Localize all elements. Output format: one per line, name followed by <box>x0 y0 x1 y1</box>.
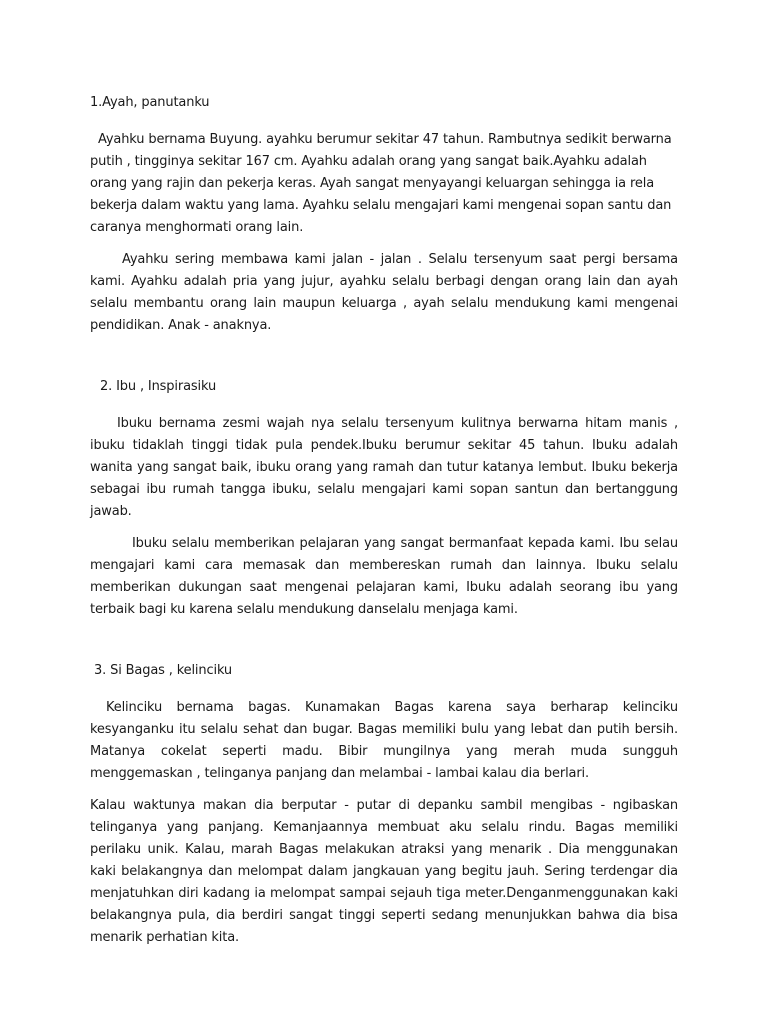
paragraph-ibu-2: Ibuku selalu memberikan pelajaran yang sangat bermanfaat kepada kami. Ibu selau mengajari kami cara memasak dan membereskan rumah dan lainnya. Ibuku selalu memberikan dukungan saat mengenai pelajaran kami, Ibuku adalah seorang ibu yang terbaik bagi ku karena selalu mendukung danselalu menjaga kami. <box>90 536 678 617</box>
paragraph-bagas-1: Kelinciku bernama bagas. Kunamakan Bagas karena saya berharap kelinciku kesyanganku itu selalu sehat dan bugar. Bagas memiliki bulu yang lebat dan putih bersih. Matanya cokelat seperti madu. Bibir mungilnya yang merah muda sungguh menggemaskan , telinganya panjang dan melambai - lambai kalau dia berlari. <box>90 700 678 781</box>
paragraph-ibu-1: Ibuku bernama zesmi wajah nya selalu tersenyum kulitnya berwarna hitam manis , ibuku tidaklah tinggi tidak pula pendek.Ibuku berumur sekitar 45 tahun. Ibuku adalah wanita yang sangat baik, ibuku orang yang ramah dan tutur katanya lembut. Ibuku bekerja sebagai ibu rumah tangga ibuku, selalu mengajari kami sopan santun dan bertanggung jawab. <box>90 416 678 519</box>
paragraph-ayah-2: Ayahku sering membawa kami jalan - jalan . Selalu tersenyum saat pergi bersama kami. Ayahku adalah pria yang jujur, ayahku selalu berbagi dengan orang lain dan ayah selalu membantu orang lain maupun keluarga , ayah selalu mendukung kami mengenai pendidikan. Anak - anaknya. <box>90 252 678 333</box>
section-heading-ayah: 1.Ayah, panutanku <box>90 95 210 110</box>
paragraph-bagas-2: Kalau waktunya makan dia berputar - putar di depanku sambil mengibas - ngibaskan telinganya yang panjang. Kemanjaannya membuat aku selalu rindu. Bagas memiliki perilaku unik. Kalau, marah Bagas melakukan atraksi yang menarik . Dia menggunakan kaki belakangnya dan melompat dalam jangkauan yang begitu jauh. Sering terdengar dia menjatuhkan diri kadang ia melompat sampai sejauh tiga meter.Denganmenggunakan kaki belakangnya pula, dia berdiri sangat tinggi seperti sedang menunjukkan bahwa dia bisa menarik perhatian kita. <box>90 798 678 945</box>
document-body <box>90 92 678 949</box>
paragraph-ayah-1: Ayahku bernama Buyung. ayahku berumur sekitar 47 tahun. Rambutnya sedikit berwarna putih , tingginya sekitar 167 cm. Ayahku adalah orang yang sangat baik.Ayahku adalah orang yang rajin dan pekerja keras. Ayah sangat menyayangi keluargan sehingga ia rela bekerja dalam waktu yang lama. Ayahku selalu mengajari kami mengenai sopan santu dan caranya menghormati orang lain. <box>90 132 672 235</box>
section-heading-bagas: 3. Si Bagas , kelinciku <box>94 663 233 678</box>
section-heading-ibu: 2. Ibu , Inspirasiku <box>100 379 217 394</box>
